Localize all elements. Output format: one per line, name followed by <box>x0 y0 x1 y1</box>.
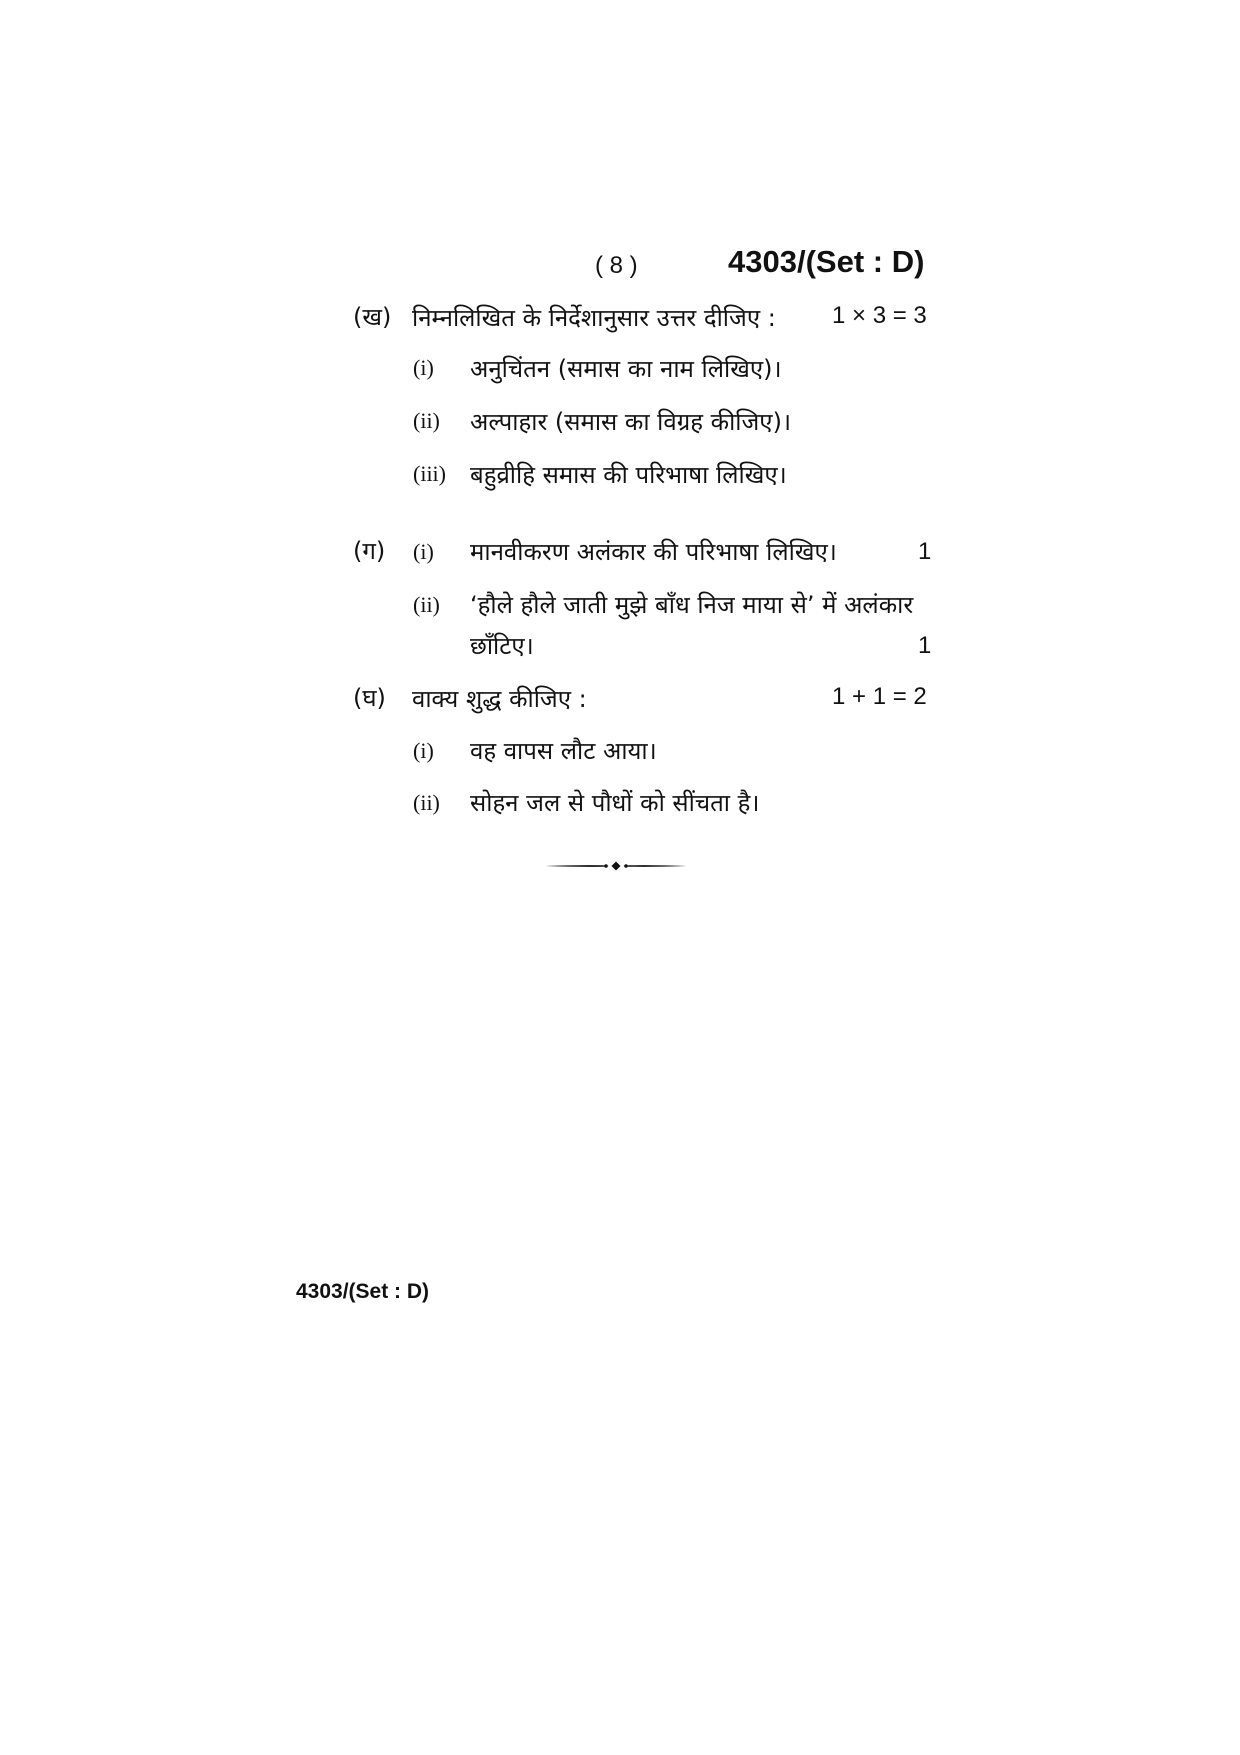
question-text: ‘हौले हौले जाती मुझे बाँध निज माया से’ में अलंकार <box>470 591 914 619</box>
section-gha-marks: 1 + 1 = 2 <box>832 683 927 710</box>
paper-code-header: 4303/(Set : D) <box>728 244 925 279</box>
question-text: मानवीकरण अलंकार की परिभाषा लिखिए। <box>470 538 837 566</box>
question-marks: 1 <box>918 538 932 565</box>
item-number: (i) <box>413 539 434 564</box>
item-number: (ii) <box>413 408 440 433</box>
section-label-kha: (ख) <box>353 303 392 331</box>
item-number: (ii) <box>413 592 440 617</box>
section-label-gha: (घ) <box>353 684 386 712</box>
question-text: सोहन जल से पौधों को सींचता है। <box>470 789 760 817</box>
item-number: (i) <box>413 355 434 380</box>
question-marks: 1 <box>918 632 932 659</box>
item-number: (iii) <box>413 461 446 486</box>
section-gha-instruction: वाक्य शुद्ध कीजिए : <box>412 685 587 713</box>
page-number: ( 8 ) <box>595 252 638 279</box>
question-text-continued: छाँटिए। <box>470 632 534 660</box>
section-label-ga: (ग) <box>353 537 386 565</box>
question-text: वह वापस लौट आया। <box>470 737 657 765</box>
item-number: (ii) <box>413 790 440 815</box>
question-text: बहुव्रीहि समास की परिभाषा लिखिए। <box>470 461 787 489</box>
question-text: अल्पाहार (समास का विग्रह कीजिए)। <box>470 408 792 436</box>
section-kha-instruction: निम्नलिखित के निर्देशानुसार उत्तर दीजिए : <box>412 304 776 332</box>
section-kha-marks: 1 × 3 = 3 <box>832 302 927 329</box>
item-number: (i) <box>413 738 434 763</box>
end-ornament <box>545 858 687 874</box>
question-text: अनुचिंतन (समास का नाम लिखिए)। <box>470 355 782 383</box>
paper-code-footer: 4303/(Set : D) <box>296 1280 430 1303</box>
